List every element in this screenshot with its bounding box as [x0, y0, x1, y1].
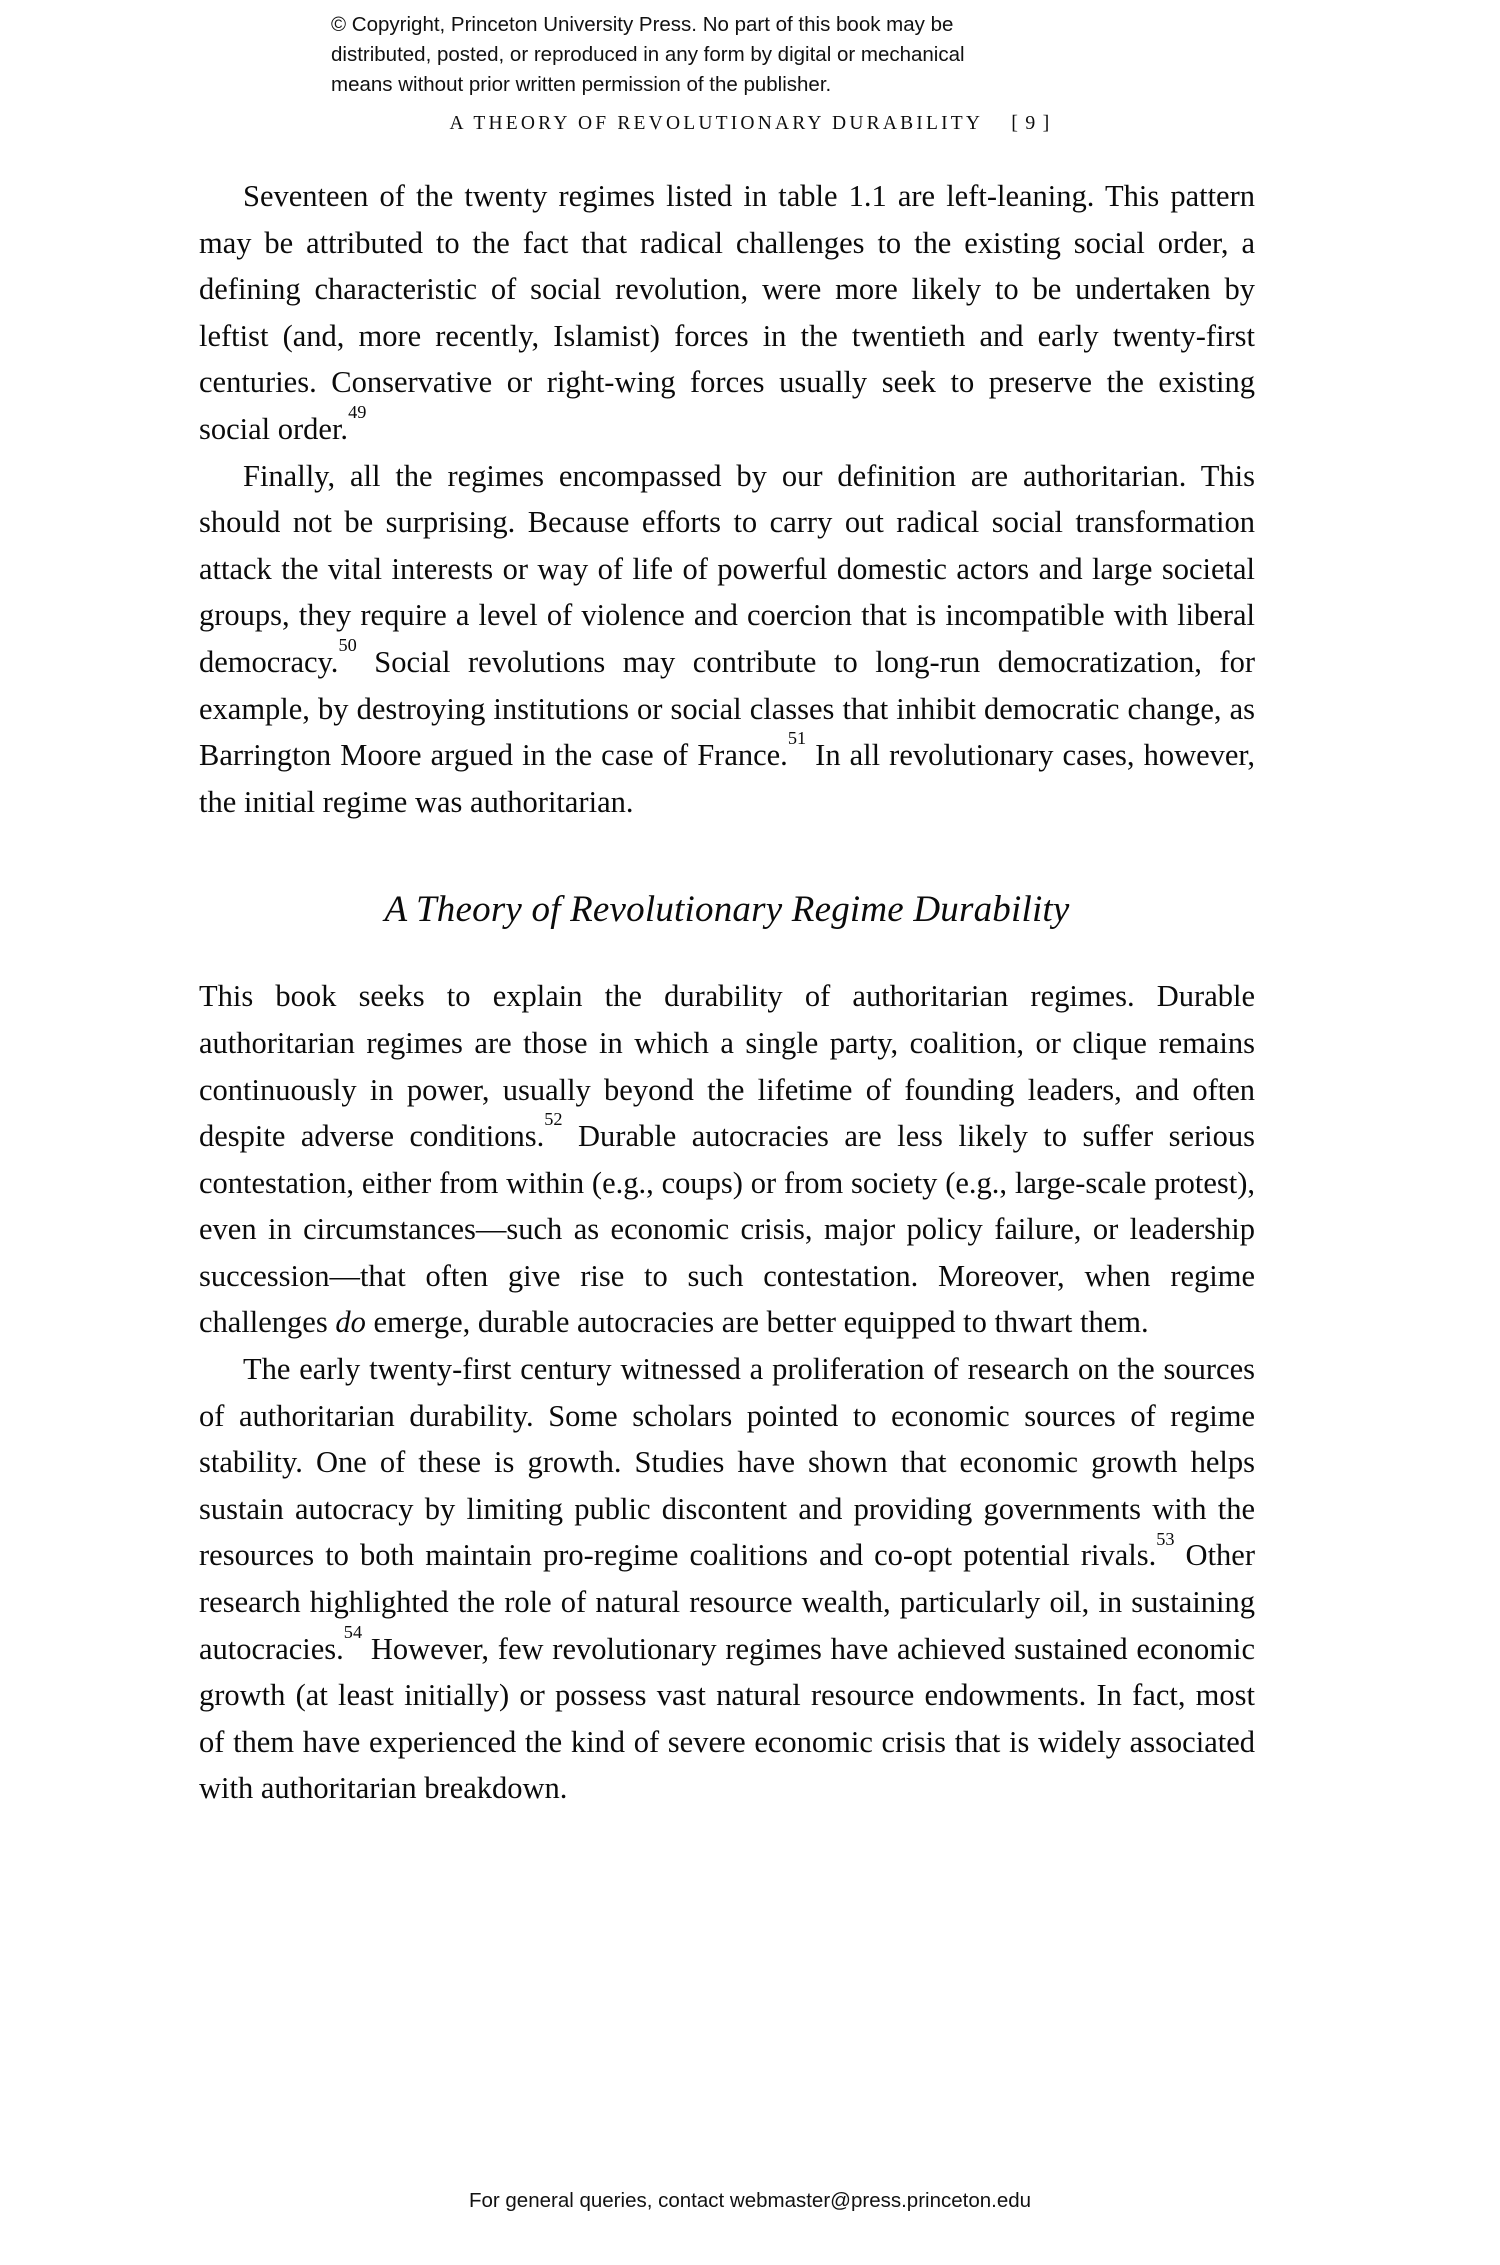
heading-spacer-top — [199, 825, 1255, 887]
paragraph-2 — [199, 453, 1255, 826]
copyright-notice — [0, 10, 1500, 100]
paragraph-1 — [199, 173, 1255, 453]
paragraph-3-text-b: Durable autocracies are less likely to suffer serious contestation, either from within (e.g., coups) or from society (e.g., large-scale protest), even in circumstances—such as economic crisis, major policy failure, or leadership succession—that often give rise to such contestation. Moreover, when regime challenges — [199, 1119, 1256, 1340]
heading-spacer-bottom — [199, 933, 1255, 973]
footnote-marker-51: 51 — [787, 728, 807, 749]
footer-queries-notice: For general queries, contact webmaster@press.princeton.edu — [468, 2189, 1032, 2212]
paragraph-4-text-a: The early twenty-first century witnessed a proliferation of research on the sources of authoritarian durability. Some scholars pointed to economic sources of regime stability. One of these is growth. Studies have shown that economic growth helps sustain autocracy by limiting public discontent and providing governments with the resources to both maintain pro-regime coalitions and co-opt potential rivals. — [199, 1352, 1255, 1573]
section-heading: A Theory of Revolutionary Regime Durability — [384, 889, 1070, 931]
paragraph-4 — [199, 1346, 1255, 1812]
running-head-title: A THEORY OF REVOLUTIONARY DURABILITY — [449, 113, 984, 134]
page-number: [ 9 ] — [1011, 112, 1051, 134]
copyright-line-1: © Copyright, Princeton University Press. No part of this book may be — [331, 13, 954, 36]
footnote-marker-53: 53 — [1156, 1528, 1175, 1549]
paragraph-2-text-b: Social revolutions may contribute to long-run democratization, for example, by destroying institutions or social classes that inhibit democratic change, as Barrington Moore argued in the case of France. — [199, 644, 1255, 773]
footnote-marker-49: 49 — [348, 402, 367, 423]
paragraph-4-text-b: Other research highlighted the role of natural resource wealth, particularly oil, in sustaining autocracies. — [199, 1538, 1255, 1666]
text-column — [199, 173, 1255, 1812]
footnote-marker-52: 52 — [544, 1109, 563, 1130]
paragraph-3 — [199, 973, 1255, 1346]
copyright-line-3: means without prior written permission of the publisher. — [331, 73, 832, 96]
paragraph-4-text-c: However, few revolutionary regimes have achieved sustained economic growth (at least initially) or possess vast natural resource endowments. In fact, most of them have experienced the kind of severe economic crisis that is widely associated with authoritarian breakdown. — [199, 1631, 1255, 1806]
paragraph-2-text-c: In all revolutionary cases, however, the initial regime was authoritarian. — [199, 738, 1255, 819]
copyright-line-2: distributed, posted, or reproduced in any form by digital or mechanical — [331, 43, 965, 66]
paragraph-3-text-c: emerge, durable autocracies are better equipped to thwart them. — [365, 1305, 1149, 1340]
paragraph-3-emphasis: do — [335, 1305, 366, 1340]
paragraph-3-text-a: This book seeks to explain the durability of authoritarian regimes. Durable authoritarian regimes are those in which a single party, coalition, or clique remains continuously in power, usually beyond the lifetime of founding leaders, and often despite adverse conditions. — [199, 979, 1255, 1154]
footnote-marker-50: 50 — [338, 635, 357, 656]
running-head — [0, 112, 1500, 135]
paragraph-1-text: Seventeen of the twenty regimes listed in table 1.1 are left-leaning. This pattern may be attributed to the fact that radical challenges to the existing social order, a defining characteristic of social revolution, were more likely to be undertaken by leftist (and, more recently, Islamist) forces in the twentieth and early twenty-first centuries. Conservative or right-wing forces usually seek to preserve the existing social order. — [199, 179, 1255, 446]
paragraph-2-text-a: Finally, all the regimes encompassed by our definition are authoritarian. This should not be surprising. Because efforts to carry out radical social transformation attack the vital interests or way of life of powerful domestic actors and large societal groups, they require a level of violence and coercion that is incompatible with liberal democracy. — [199, 458, 1255, 679]
footnote-marker-54: 54 — [343, 1621, 363, 1642]
